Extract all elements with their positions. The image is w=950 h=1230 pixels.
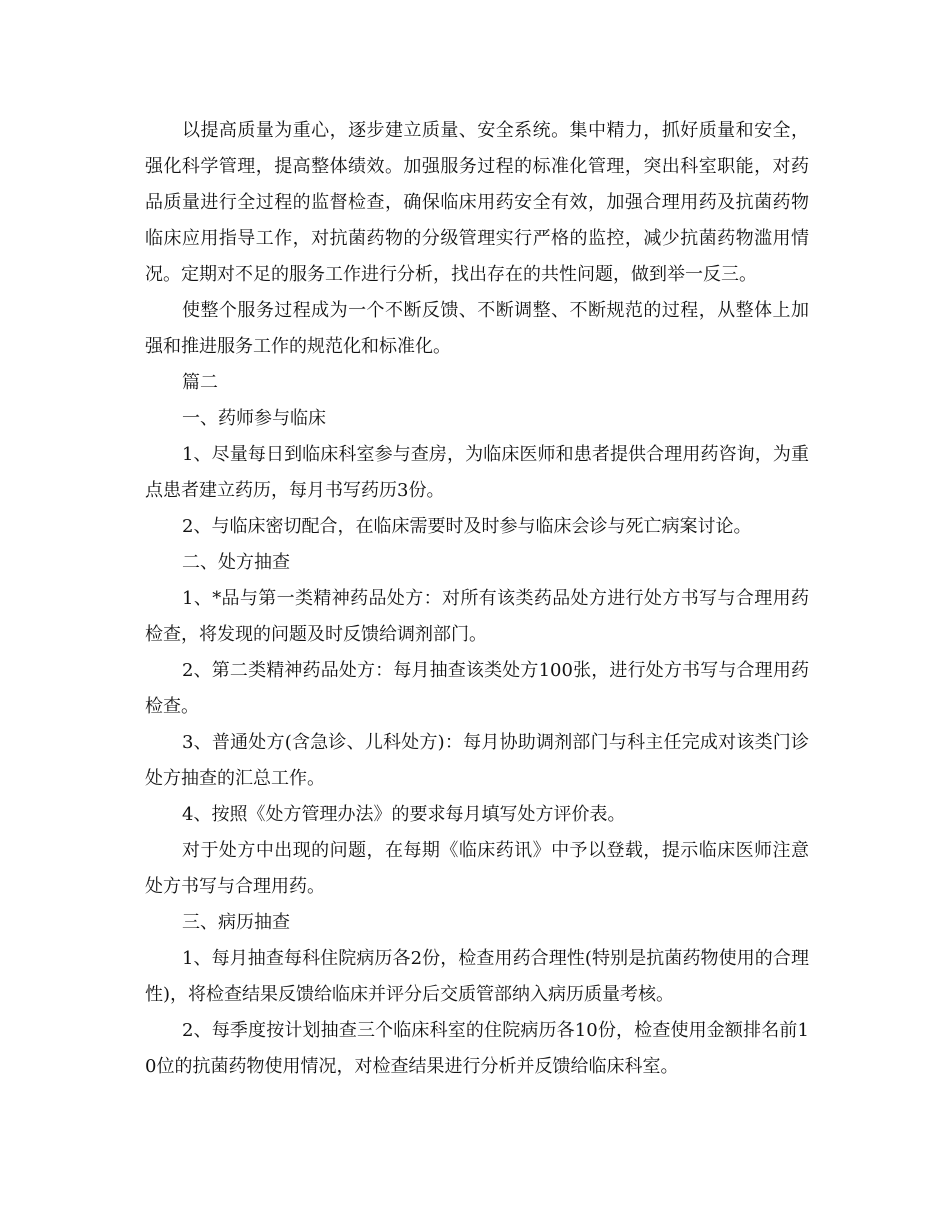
paragraph-service-process: 使整个服务过程成为一个不断反馈、不断调整、不断规范的过程，从整体上加强和推进服务工作的规范化和标准化。 bbox=[145, 300, 809, 357]
heading-medical-record-check: 三、病历抽查 bbox=[182, 912, 290, 933]
document-body bbox=[145, 113, 809, 1085]
list-item-monthly-records: 1、每月抽查每科住院病历各2份，检查用药合理性(特别是抗菌药物使用的合理性)，将检查结果反馈给临床并评分后交质管部纳入病历质量考核。 bbox=[145, 948, 809, 1005]
paragraph-quality-intro: 以提高质量为重心，逐步建立质量、安全系统。集中精力，抓好质量和安全，强化科学管理，提高整体绩效。加强服务过程的标准化管理，突出科室职能，对药品质量进行全过程的监督检查，确保临床用药安全有效，加强合理用药及抗菌药物临床应用指导工作，对抗菌药物的分级管理实行严格的监控，减少抗菌药物滥用情况。定期对不足的服务工作进行分析，找出存在的共性问题，做到举一反三。 bbox=[145, 120, 809, 285]
list-item-ward-rounds: 1、尽量每日到临床科室参与查房，为临床医师和患者提供合理用药咨询，为重点患者建立药历，每月书写药历3份。 bbox=[145, 444, 809, 501]
heading-pharmacist-clinical: 一、药师参与临床 bbox=[182, 408, 326, 429]
heading-prescription-check: 二、处方抽查 bbox=[182, 552, 290, 573]
list-item-evaluation-form: 4、按照《处方管理办法》的要求每月填写处方评价表。 bbox=[182, 804, 626, 825]
list-item-general-prescriptions: 3、普通处方(含急诊、儿科处方)：每月协助调剂部门与科主任完成对该类门诊处方抽查的汇总工作。 bbox=[145, 732, 809, 789]
section-title-part-two: 篇二 bbox=[182, 372, 218, 393]
list-item-quarterly-records: 2、每季度按计划抽查三个临床科室的住院病历各10份，检查使用金额排名前10位的抗菌药物使用情况，对检查结果进行分析并反馈给临床科室。 bbox=[145, 1020, 809, 1077]
list-item-class-two-prescriptions: 2、第二类精神药品处方：每月抽查该类处方100张，进行处方书写与合理用药检查。 bbox=[145, 660, 809, 717]
paragraph-prescription-issues: 对于处方中出现的问题，在每期《临床药讯》中予以登载，提示临床医师注意处方书写与合理用药。 bbox=[145, 840, 809, 897]
list-item-class-one-prescriptions: 1、*品与第一类精神药品处方：对所有该类药品处方进行处方书写与合理用药检查，将发现的问题及时反馈给调剂部门。 bbox=[145, 588, 809, 645]
list-item-consultation: 2、与临床密切配合，在临床需要时及时参与临床会诊与死亡病案讨论。 bbox=[182, 516, 752, 537]
